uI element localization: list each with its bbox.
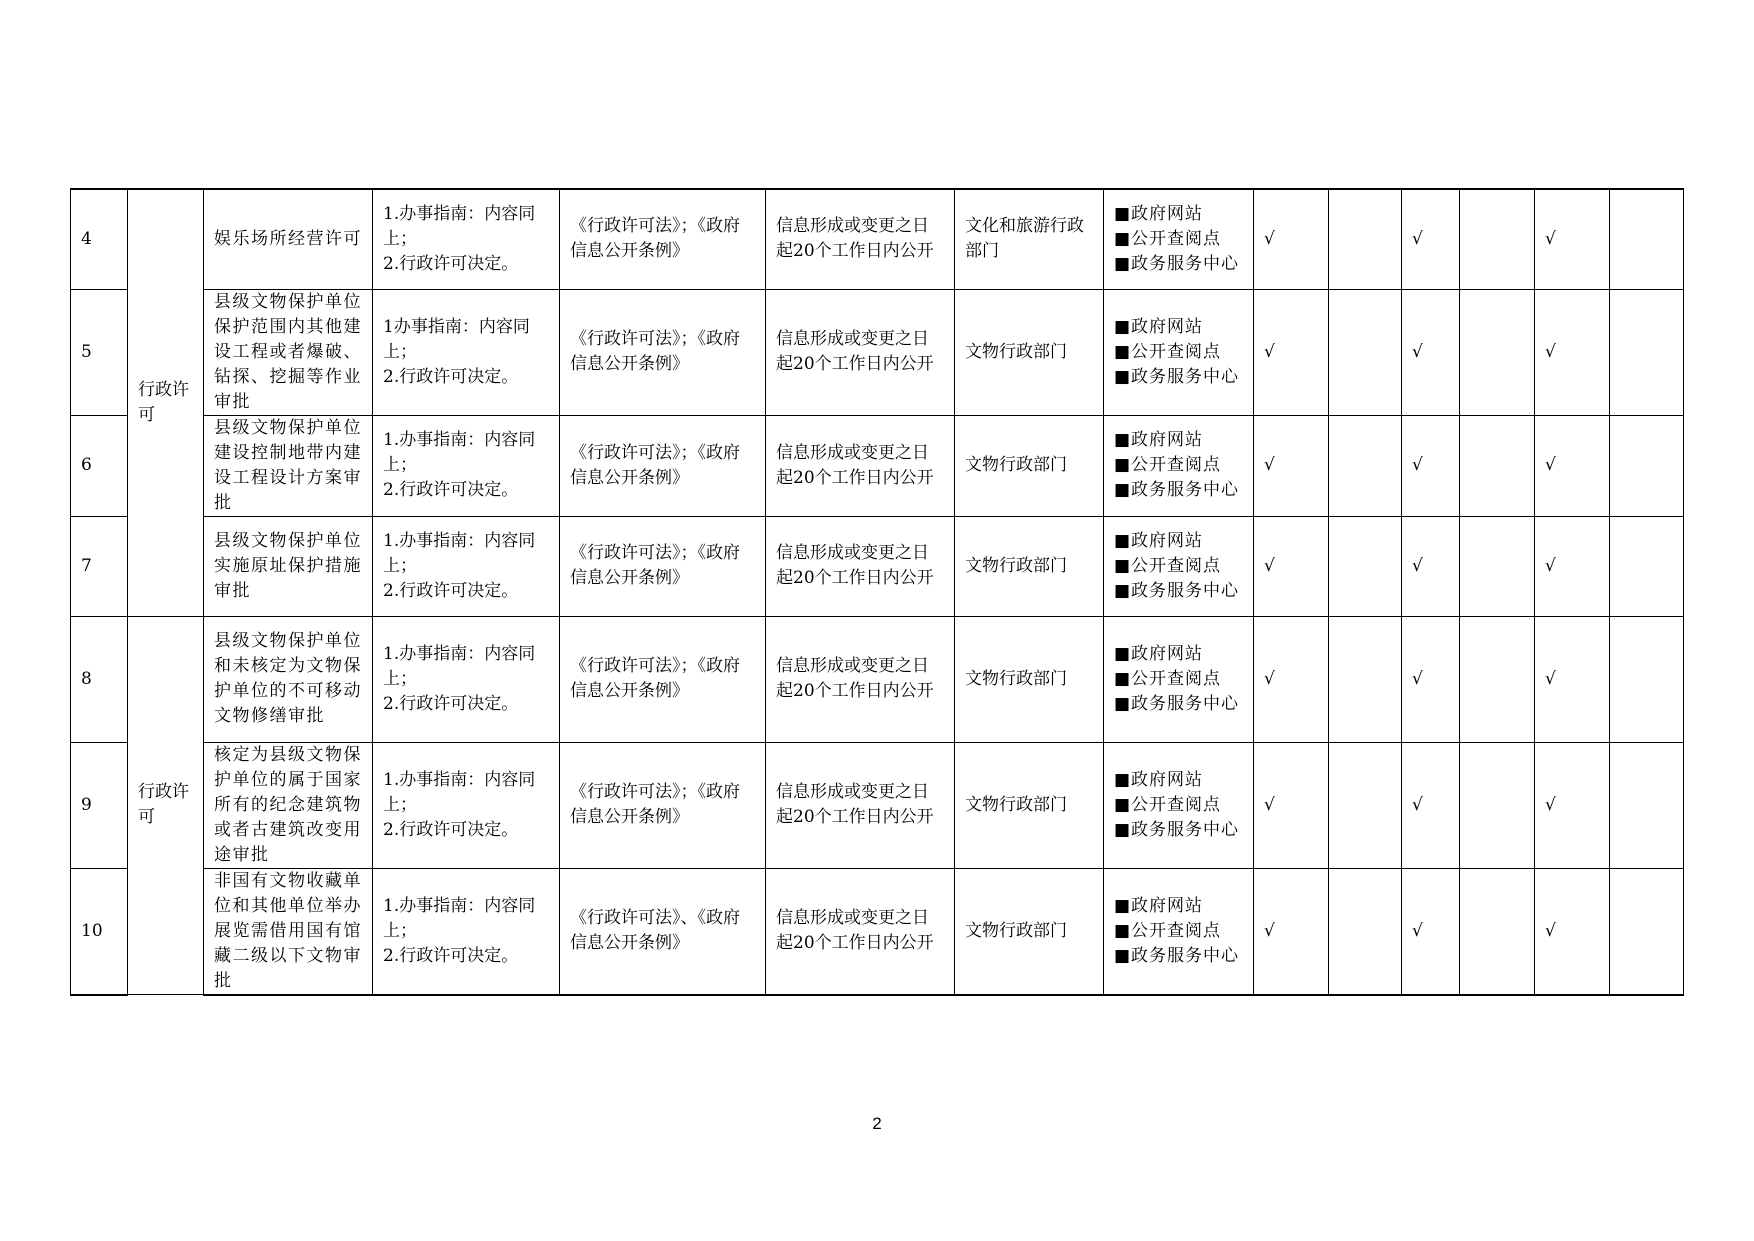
content-line: 2.行政许可决定。 [383, 366, 519, 387]
channel-line: ■政府网站 [1114, 643, 1204, 664]
department-cell: 文物行政部门 [955, 868, 1104, 995]
time-limit-cell: 信息形成或变更之日起20个工作日内公开 [766, 289, 955, 415]
channel-line: ■公开查阅点 [1114, 228, 1222, 249]
row-number: 6 [71, 415, 128, 516]
channel-line: ■政务服务中心 [1114, 253, 1240, 274]
checkmark-cell [1460, 415, 1535, 516]
basis-cell: 《行政许可法》；《政府信息公开条例》 [560, 616, 766, 742]
item-name: 县级文物保护单位和未核定为文物保护单位的不可移动文物修缮审批 [204, 616, 373, 742]
table-row [71, 868, 1684, 995]
content-line: 1.办事指南：内容同上； [383, 203, 536, 249]
checkmark-cell: √ [1402, 289, 1460, 415]
table-row [71, 189, 1684, 289]
checkmark-cell [1610, 616, 1684, 742]
content-line: 1.办事指南：内容同上； [383, 769, 536, 815]
checkmark-cell: √ [1402, 742, 1460, 868]
checkmark-cell [1610, 189, 1684, 289]
checkmark-cell: √ [1535, 868, 1610, 995]
table-row [71, 742, 1684, 868]
content-line: 2.行政许可决定。 [383, 819, 519, 840]
basis-cell: 《行政许可法》；《政府信息公开条例》 [560, 516, 766, 616]
content-line: 1.办事指南：内容同上； [383, 643, 536, 689]
content-line: 2.行政许可决定。 [383, 580, 519, 601]
content-cell [373, 289, 560, 415]
channel-line: ■政务服务中心 [1114, 945, 1240, 966]
time-limit-cell: 信息形成或变更之日起20个工作日内公开 [766, 868, 955, 995]
item-name: 娱乐场所经营许可 [204, 189, 373, 289]
checkmark-cell [1610, 415, 1684, 516]
row-number: 8 [71, 616, 128, 742]
item-name: 核定为县级文物保护单位的属于国家所有的纪念建筑物或者古建筑改变用途审批 [204, 742, 373, 868]
channel-line: ■政务服务中心 [1114, 819, 1240, 840]
checkmark-cell [1329, 189, 1402, 289]
time-limit-cell: 信息形成或变更之日起20个工作日内公开 [766, 742, 955, 868]
department-cell: 文物行政部门 [955, 289, 1104, 415]
channel-line: ■公开查阅点 [1114, 341, 1222, 362]
basis-cell: 《行政许可法》；《政府信息公开条例》 [560, 415, 766, 516]
checkmark-cell: √ [1535, 289, 1610, 415]
row-number: 4 [71, 189, 128, 289]
department-cell: 文化和旅游行政部门 [955, 189, 1104, 289]
content-cell [373, 742, 560, 868]
checkmark-cell: √ [1254, 616, 1329, 742]
checkmark-cell: √ [1402, 516, 1460, 616]
table-row [71, 616, 1684, 742]
content-cell [373, 616, 560, 742]
content-cell [373, 516, 560, 616]
row-number: 7 [71, 516, 128, 616]
time-limit-cell: 信息形成或变更之日起20个工作日内公开 [766, 415, 955, 516]
checkmark-cell: √ [1254, 516, 1329, 616]
checkmark-cell [1460, 289, 1535, 415]
channel-line: ■公开查阅点 [1114, 455, 1222, 475]
channel-line: ■政府网站 [1114, 203, 1204, 224]
checkmark-cell: √ [1402, 616, 1460, 742]
channel-cell [1104, 616, 1254, 742]
department-cell: 文物行政部门 [955, 616, 1104, 742]
content-line: 2.行政许可决定。 [383, 693, 519, 714]
checkmark-cell [1329, 415, 1402, 516]
page-number: 2 [872, 1114, 882, 1133]
channel-line: ■公开查阅点 [1114, 668, 1222, 689]
time-limit-cell: 信息形成或变更之日起20个工作日内公开 [766, 516, 955, 616]
content-line: 2.行政许可决定。 [383, 945, 519, 966]
checkmark-cell [1460, 189, 1535, 289]
channel-cell [1104, 289, 1254, 415]
checkmark-cell [1329, 616, 1402, 742]
checkmark-cell [1610, 289, 1684, 415]
item-name: 非国有文物收藏单位和其他单位举办展览需借用国有馆藏二级以下文物审批 [204, 868, 373, 995]
channel-line: ■政务服务中心 [1114, 480, 1240, 500]
table-row [71, 415, 1684, 516]
checkmark-cell: √ [1402, 415, 1460, 516]
channel-line: ■政府网站 [1114, 895, 1204, 916]
item-name: 县级文物保护单位建设控制地带内建设工程设计方案审批 [204, 415, 373, 516]
item-name: 县级文物保护单位实施原址保护措施审批 [204, 516, 373, 616]
checkmark-cell [1460, 868, 1535, 995]
channel-line: ■政务服务中心 [1114, 366, 1240, 387]
channel-line: ■政务服务中心 [1114, 580, 1240, 601]
table-row [71, 289, 1684, 415]
checkmark-cell [1460, 516, 1535, 616]
channel-line: ■政府网站 [1114, 316, 1204, 337]
checkmark-cell [1610, 742, 1684, 868]
checkmark-cell [1610, 868, 1684, 995]
checkmark-cell: √ [1535, 415, 1610, 516]
checkmark-cell: √ [1254, 415, 1329, 516]
channel-cell [1104, 189, 1254, 289]
checkmark-cell [1610, 516, 1684, 616]
department-cell: 文物行政部门 [955, 742, 1104, 868]
checkmark-cell: √ [1254, 289, 1329, 415]
basis-cell: 《行政许可法》；《政府信息公开条例》 [560, 289, 766, 415]
row-number: 9 [71, 742, 128, 868]
channel-line: ■公开查阅点 [1114, 555, 1222, 576]
channel-line: ■政府网站 [1114, 530, 1204, 551]
checkmark-cell [1329, 289, 1402, 415]
channel-cell [1104, 516, 1254, 616]
channel-line: ■政务服务中心 [1114, 693, 1240, 714]
content-line: 1.办事指南：内容同上； [383, 430, 536, 475]
row-number: 5 [71, 289, 128, 415]
department-cell: 文物行政部门 [955, 516, 1104, 616]
time-limit-cell: 信息形成或变更之日起20个工作日内公开 [766, 616, 955, 742]
channel-line: ■政府网站 [1114, 769, 1204, 790]
category-cell: 行政许可 [128, 616, 204, 995]
disclosure-table [70, 188, 1684, 996]
category-cell: 行政许可 [128, 189, 204, 616]
content-cell [373, 189, 560, 289]
basis-cell: 《行政许可法》；《政府信息公开条例》 [560, 189, 766, 289]
checkmark-cell: √ [1254, 189, 1329, 289]
channel-line: ■公开查阅点 [1114, 794, 1222, 815]
content-line: 1.办事指南：内容同上； [383, 895, 536, 941]
checkmark-cell: √ [1535, 189, 1610, 289]
content-line: 2.行政许可决定。 [383, 480, 519, 500]
checkmark-cell: √ [1254, 742, 1329, 868]
content-line: 1办事指南：内容同上； [383, 316, 530, 362]
checkmark-cell: √ [1535, 516, 1610, 616]
checkmark-cell: √ [1254, 868, 1329, 995]
checkmark-cell: √ [1535, 742, 1610, 868]
checkmark-cell [1329, 742, 1402, 868]
channel-line: ■公开查阅点 [1114, 920, 1222, 941]
checkmark-cell [1460, 742, 1535, 868]
item-name: 县级文物保护单位保护范围内其他建设工程或者爆破、钻探、挖掘等作业审批 [204, 289, 373, 415]
checkmark-cell [1460, 616, 1535, 742]
channel-cell [1104, 415, 1254, 516]
checkmark-cell: √ [1402, 189, 1460, 289]
content-cell [373, 868, 560, 995]
row-number: 10 [71, 868, 128, 995]
checkmark-cell: √ [1402, 868, 1460, 995]
checkmark-cell [1329, 516, 1402, 616]
basis-cell: 《行政许可法》；《政府信息公开条例》 [560, 742, 766, 868]
content-line: 2.行政许可决定。 [383, 253, 519, 274]
content-cell [373, 415, 560, 516]
basis-cell: 《行政许可法》、《政府信息公开条例》 [560, 868, 766, 995]
channel-cell [1104, 742, 1254, 868]
channel-line: ■政府网站 [1114, 430, 1204, 450]
time-limit-cell: 信息形成或变更之日起20个工作日内公开 [766, 189, 955, 289]
table-row [71, 516, 1684, 616]
department-cell: 文物行政部门 [955, 415, 1104, 516]
checkmark-cell [1329, 868, 1402, 995]
channel-cell [1104, 868, 1254, 995]
checkmark-cell: √ [1535, 616, 1610, 742]
content-line: 1.办事指南：内容同上； [383, 530, 536, 576]
